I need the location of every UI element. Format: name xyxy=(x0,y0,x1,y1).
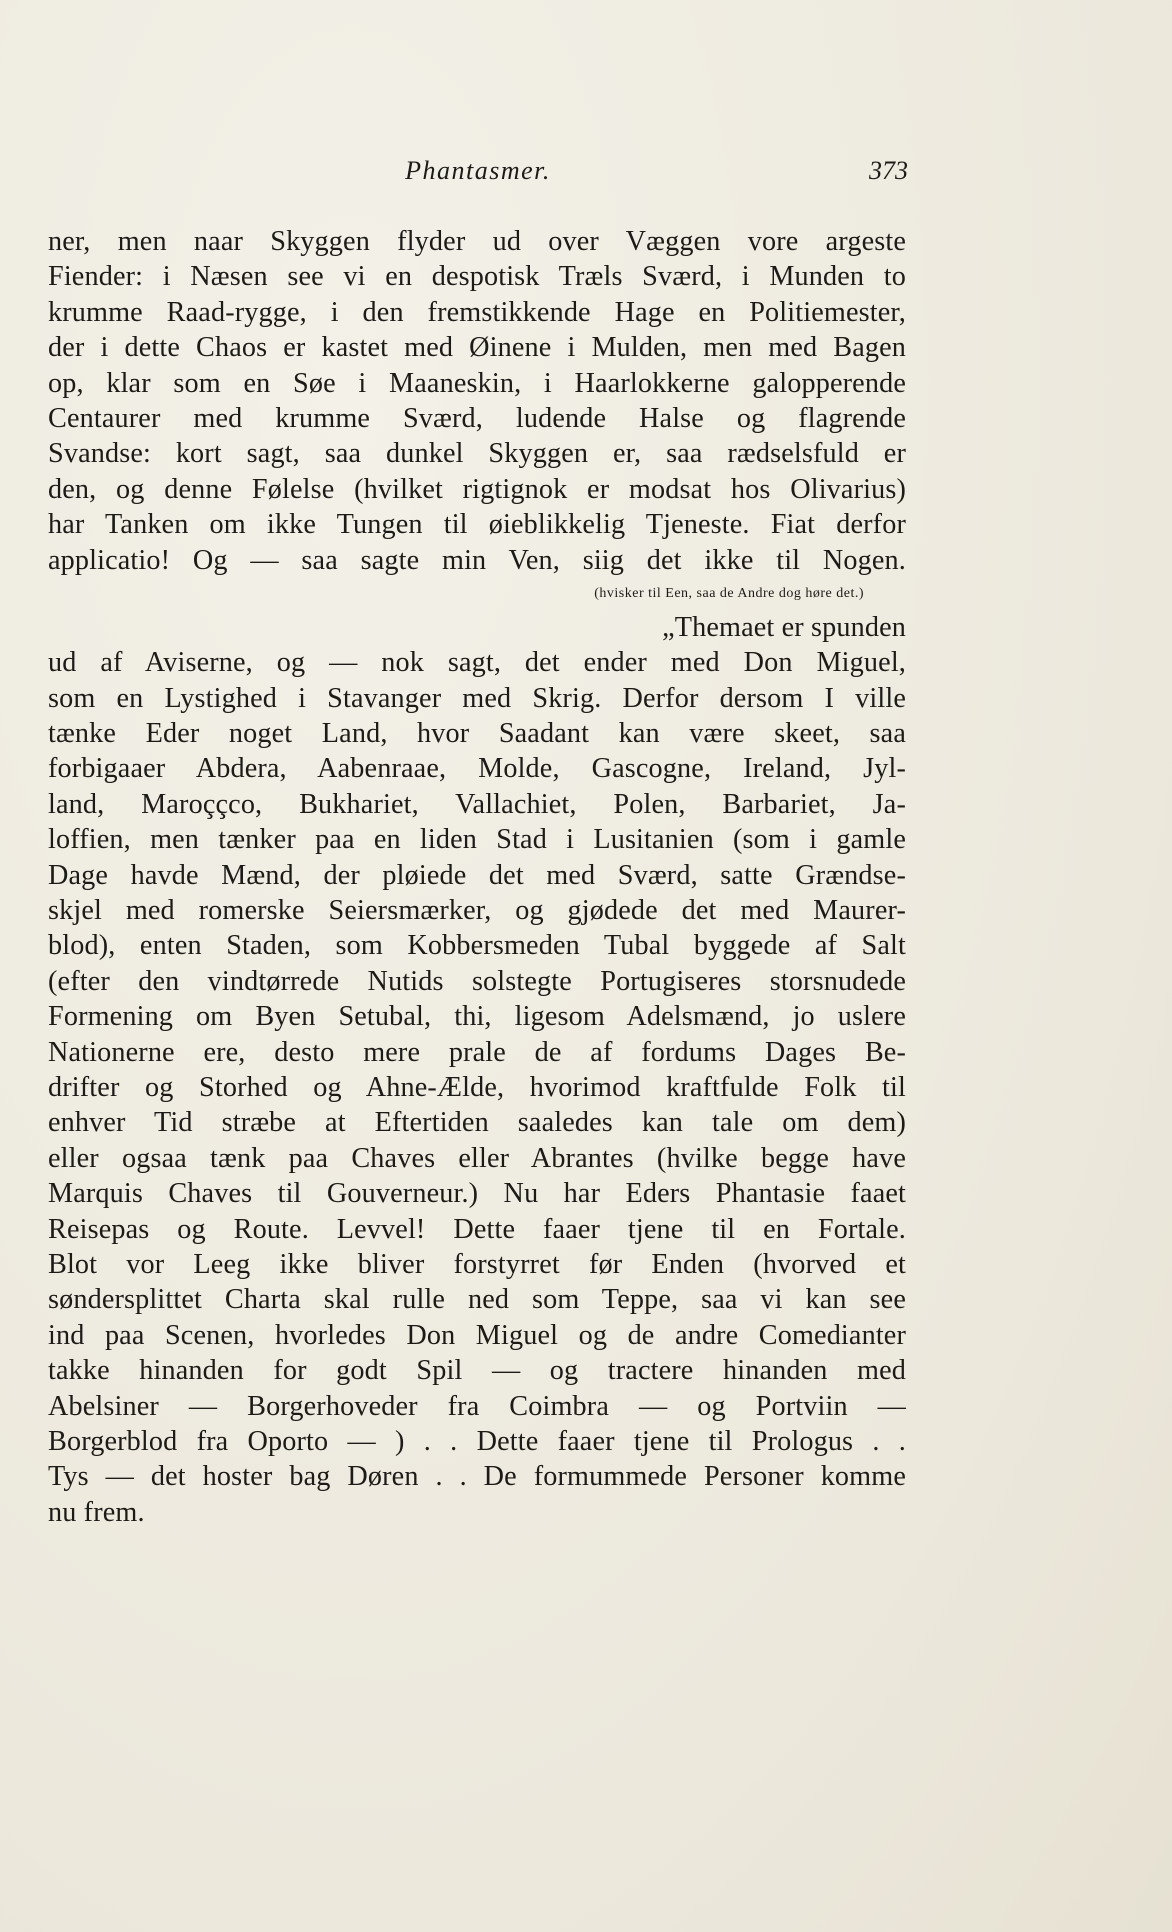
text-line: ner, men naar Skyggen flyder ud over Væggen vore argeste xyxy=(48,226,906,257)
text-line: „Themaet er spunden xyxy=(662,611,906,643)
text-line: Abelsiner — Borgerhoveder fra Coimbra — og Portviin — xyxy=(48,1390,906,1422)
text-line: tænke Eder noget Land, hvor Saadant kan være skeet, saa xyxy=(48,718,906,750)
running-title: Phantasmer. xyxy=(405,156,551,185)
text-line: ud af Aviserne, og — nok sagt, det ender med Don Miguel, xyxy=(48,647,906,679)
text-line: der i dette Chaos er kastet med Øinene i Mulden, men med Bagen xyxy=(48,332,906,364)
text-line: Svandse: kort sagt, saa dunkel Skyggen er, saa rædselsfuld er xyxy=(48,438,906,470)
text-line: Marquis Chaves til Gouverneur.) Nu har Eders Phantasie faaet xyxy=(48,1178,906,1210)
text-line: takke hinanden for godt Spil — og tractere hinanden med xyxy=(48,1355,906,1387)
text-line: enhver Tid stræbe at Eftertiden saaledes kan tale om dem) xyxy=(48,1107,906,1139)
text-line: Tys — det hoster bag Døren . . De formummede Personer komme xyxy=(48,1461,906,1493)
text-line: søndersplittet Charta skal rulle ned som Teppe, saa vi kan see xyxy=(48,1284,906,1316)
text-line: Reisepas og Route. Levvel! Dette faaer tjene til en Fortale. xyxy=(48,1213,906,1245)
text-line: Fiender: i Næsen see vi en despotisk Træls Sværd, i Munden to xyxy=(48,261,906,293)
text-line: eller ogsaa tænk paa Chaves eller Abrantes (hvilke begge have xyxy=(48,1142,906,1174)
text-line: nu frem. xyxy=(48,1496,145,1528)
text-line: blod), enten Staden, som Kobbersmeden Tubal byggede af Salt xyxy=(48,930,906,962)
text-line: Centaurer med krumme Sværd, ludende Halse og flagrende xyxy=(48,402,906,434)
text-line: op, klar som en Søe i Maaneskin, i Haarlokkerne galopperende xyxy=(48,367,906,399)
text-line: Formening om Byen Setubal, thi, ligesom Adelsmænd, jo uslere xyxy=(48,1001,906,1033)
text-line: krumme Raad-rygge, i den fremstikkende Hage en Politiemester, xyxy=(48,296,906,328)
main-text xyxy=(48,224,906,1530)
text-line: skjel med romerske Seiersmærker, og gjødede det med Maurer- xyxy=(48,895,906,927)
text-line: har Tanken om ikke Tungen til øieblikkelig Tjeneste. Fiat derfor xyxy=(48,509,906,541)
text-line: Dage havde Mænd, der pløiede det med Sværd, satte Grændse- xyxy=(48,859,906,891)
text-line: land, Maroççco, Bukhariet, Vallachiet, Polen, Barbariet, Ja- xyxy=(48,788,906,820)
text-line: Borgerblod fra Oporto — ) . . Dette faaer tjene til Prologus . . xyxy=(48,1425,906,1457)
text-line: drifter og Storhed og Ahne-Ælde, hvorimod kraftfulde Folk til xyxy=(48,1071,906,1103)
page-number: 373 xyxy=(869,156,908,185)
text-line: applicatio! Og — saa sagte min Ven, siig det ikke til Nogen. xyxy=(48,544,906,576)
text-line: (efter den vindtørrede Nutids solstegte Portugiseres storsnudede xyxy=(48,965,906,997)
text-line: ind paa Scenen, hvorledes Don Miguel og de andre Comedianter xyxy=(48,1319,906,1351)
text-line: som en Lystighed i Stavanger med Skrig. Derfor dersom I ville xyxy=(48,682,906,714)
text-line: Nationerne ere, desto mere prale de af fordums Dages Be- xyxy=(48,1036,906,1068)
stage-direction: (hvisker til Een, saa de Andre dog høre det.) xyxy=(594,585,864,601)
running-header xyxy=(48,156,908,196)
text-line: Blot vor Leeg ikke bliver forstyrret før Enden (hvorved et xyxy=(48,1248,906,1280)
text-line: den, og denne Følelse (hvilket rigtignok er modsat hos Olivarius) xyxy=(48,473,906,505)
text-line: loffien, men tænker paa en liden Stad i Lusitanien (som i gamle xyxy=(48,824,906,856)
text-line: forbigaaer Abdera, Aabenraae, Molde, Gascogne, Ireland, Jyl- xyxy=(48,753,906,785)
